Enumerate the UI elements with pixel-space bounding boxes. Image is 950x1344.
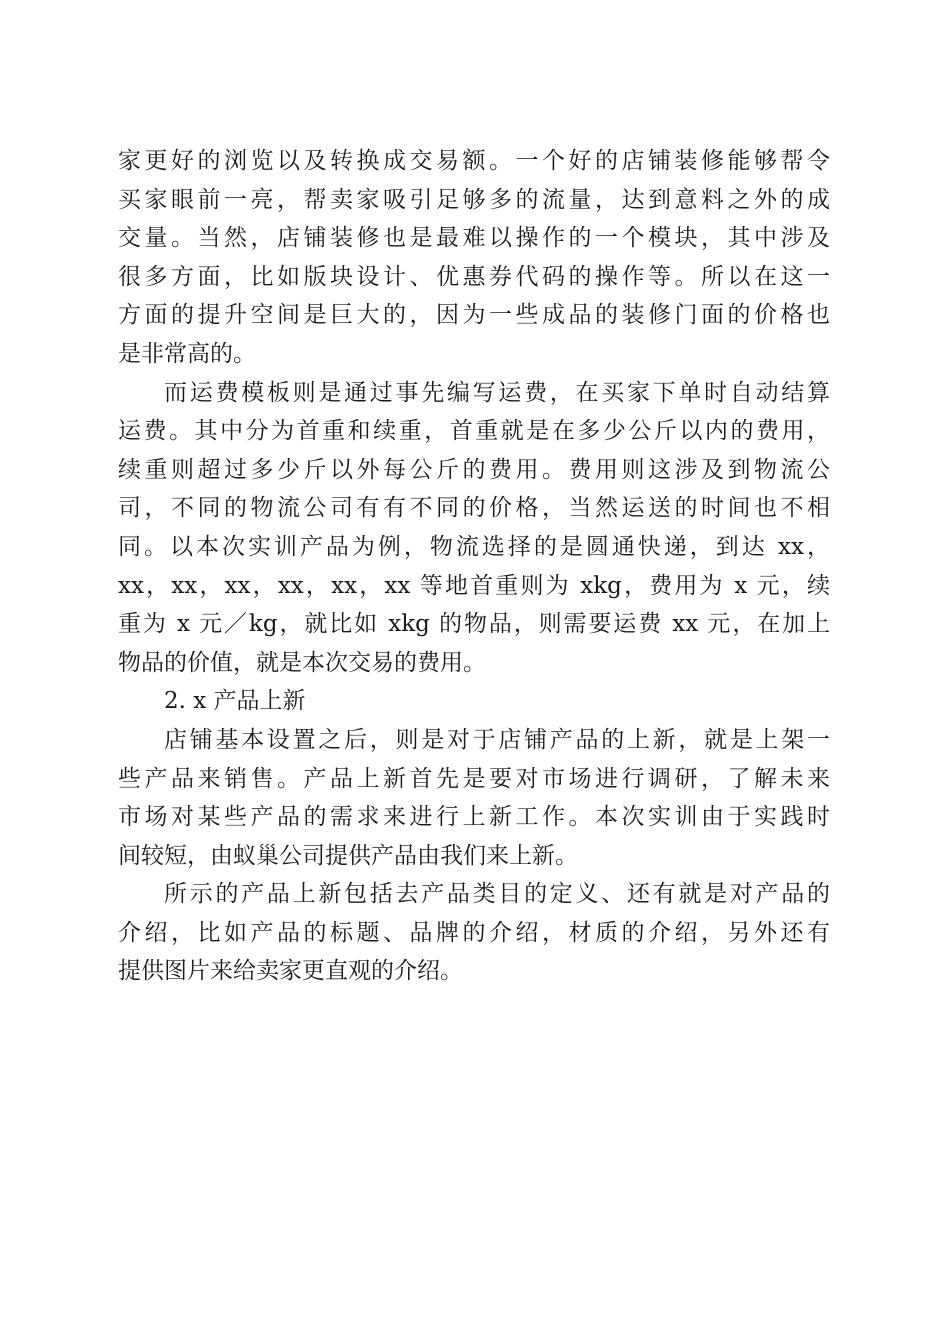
paragraph-store-decoration <box>118 142 830 374</box>
text-line: 续重则超过多少斤以外每公斤的费用。费用则这涉及到物流公 <box>118 456 830 483</box>
text-line: 方面的提升空间是巨大的，因为一些成品的装修门面的价格也 <box>118 302 830 329</box>
document-page <box>118 142 830 991</box>
text-line: 运费。其中分为首重和续重，首重就是在多少公斤以内的费用， <box>118 418 830 445</box>
text-line: 是非常高的。 <box>118 340 256 367</box>
text-line: 重为 x 元／kg，就比如 xkg 的物品，则需要运费 xx 元，在加上 <box>118 611 830 638</box>
text-line: 物品的价值，就是本次交易的费用。 <box>118 649 486 676</box>
text-line: 交量。当然，店铺装修也是最难以操作的一个模块，其中涉及 <box>118 225 830 252</box>
paragraph-product-launch <box>118 721 830 875</box>
paragraph-product-description <box>118 875 830 991</box>
paragraph-shipping-template <box>118 374 830 683</box>
text-line: 所示的产品上新包括去产品类目的定义、还有就是对产品的 <box>164 881 830 908</box>
section-heading <box>118 682 830 721</box>
text-line: 同。以本次实训产品为例，物流选择的是圆通快递，到达 xx， <box>118 533 830 560</box>
text-line: 介绍，比如产品的标题、品牌的介绍，材质的介绍，另外还有 <box>118 919 830 946</box>
text-line: 间较短，由蚁巢公司提供产品由我们来上新。 <box>118 842 578 869</box>
section-heading-text: 2. x 产品上新 <box>164 688 306 715</box>
text-line: 提供图片来给卖家更直观的介绍。 <box>118 958 463 985</box>
text-line: 买家眼前一亮，帮卖家吸引足够多的流量，达到意料之外的成 <box>118 186 830 213</box>
text-line: 很多方面，比如版块设计、优惠券代码的操作等。所以在这一 <box>118 263 830 290</box>
text-line: 而运费模板则是通过事先编写运费，在买家下单时自动结算 <box>164 379 830 406</box>
text-line: 市场对某些产品的需求来进行上新工作。本次实训由于实践时 <box>118 804 830 831</box>
text-line: xx，xx，xx，xx，xx，xx 等地首重则为 xkg，费用为 x 元，续 <box>118 572 830 599</box>
text-line: 些产品来销售。产品上新首先是要对市场进行调研，了解未来 <box>118 765 830 792</box>
text-line: 店铺基本设置之后，则是对于店铺产品的上新，就是上架一 <box>164 726 830 753</box>
text-line: 家更好的浏览以及转换成交易额。一个好的店铺装修能够帮令 <box>118 148 830 174</box>
text-line: 司，不同的物流公司有有不同的价格，当然运送的时间也不相 <box>118 495 830 522</box>
